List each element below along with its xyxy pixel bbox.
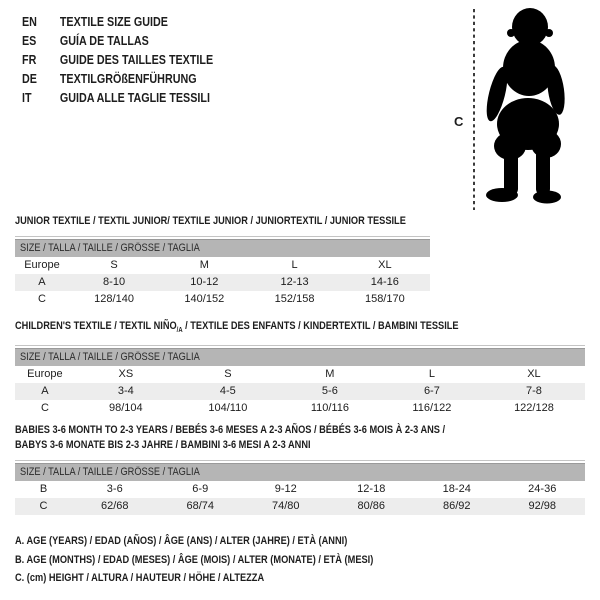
- size-cell: 104/110: [208, 402, 248, 415]
- size-cell: 12-13: [280, 276, 309, 288]
- row-label-cell: B: [39, 483, 48, 495]
- language-label: TEXTILE SIZE GUIDE: [59, 15, 168, 29]
- language-code: IT: [22, 91, 32, 105]
- column-header-cell: L: [291, 259, 298, 271]
- size-cell: 6-7: [423, 385, 440, 398]
- children-section-title-text: [15, 319, 459, 338]
- size-cell: 9-12: [274, 483, 297, 495]
- table-header-bar: [15, 464, 585, 481]
- children-size-table: [15, 348, 585, 417]
- table-row-age-months: [15, 481, 585, 498]
- footnotes: [15, 532, 442, 588]
- size-cell: 6-9: [192, 483, 209, 495]
- size-cell: 3-4: [117, 385, 134, 398]
- language-list: [22, 13, 244, 108]
- language-row-de: [22, 70, 213, 89]
- size-cell: 8-10: [103, 276, 126, 288]
- height-label: C: [454, 114, 464, 129]
- language-row-fr: [22, 51, 213, 70]
- size-cell: 116/122: [412, 402, 452, 415]
- children-section-title: [15, 319, 585, 338]
- size-cell: 140/152: [184, 293, 225, 305]
- size-cell: 4-5: [219, 385, 236, 398]
- divider-line: [15, 236, 430, 237]
- children-title-post: / TEXTILE DES ENFANTS / KINDERTEXTIL / BAMBINI TESSILE: [182, 320, 459, 332]
- divider-line: [15, 345, 585, 346]
- footnote-text: B. AGE (MONTHS) / EDAD (MESES) / ÂGE (MOIS) / ALTER (MONATE) / ETÀ (MESI): [15, 553, 374, 566]
- size-cell: 158/170: [364, 293, 405, 305]
- table-header-cell: [15, 464, 585, 481]
- toddler-silhouette-icon: [482, 8, 567, 204]
- column-header-cell: L: [428, 368, 435, 381]
- footnote-age-months: [15, 551, 442, 570]
- size-cell: 14-16: [370, 276, 399, 288]
- footnote-text: A. AGE (YEARS) / EDAD (AÑOS) / ÂGE (ANS) / ALTER (JAHRE) / ETÀ (ANNI): [15, 535, 348, 547]
- junior-section-title: [15, 214, 430, 229]
- toddler-silhouette-figure: [450, 6, 580, 212]
- size-cell: 68/74: [186, 500, 215, 512]
- language-row-es: [22, 32, 213, 51]
- junior-size-table: [15, 239, 430, 308]
- column-header-cell: XL: [527, 368, 541, 381]
- table-header-text: SIZE / TALLA / TAILLE / GRÖSSE / TAGLIA: [20, 466, 200, 479]
- row-label-cell: Europe: [27, 368, 63, 381]
- table-row-age: [15, 274, 430, 291]
- babies-title-line1: BABIES 3-6 MONTH TO 2-3 YEARS / BEBÉS 3-6 MESES A 2-3 AÑOS / BÉBÉS 3-6 MOIS À 2-3 ANS /: [15, 424, 446, 436]
- row-label-cell: A: [41, 385, 49, 398]
- language-row-it: [22, 89, 213, 108]
- language-code: EN: [22, 15, 37, 29]
- language-label: GUIDE DES TAILLES TEXTILE: [59, 53, 214, 67]
- children-title-sub: /A: [176, 327, 183, 335]
- size-cell: 7-8: [526, 385, 542, 398]
- babies-title-line2: BABYS 3-6 MONATE BIS 2-3 JAHRE / BAMBINI 3-6 MESI A 2-3 ANNI: [15, 439, 311, 451]
- footnote-height: [15, 569, 442, 588]
- column-header-cell: S: [110, 259, 118, 271]
- size-cell: 24-36: [528, 483, 557, 495]
- babies-title-line2-wrap: [15, 438, 585, 453]
- size-cell: 152/158: [274, 293, 315, 305]
- row-label-cell: C: [39, 500, 48, 512]
- footnote-text: C. (cm) HEIGHT / ALTURA / HAUTEUR / HÖHE / ALTEZZA: [15, 572, 265, 584]
- language-label: TEXTILGRÖßENFÜHRUNG: [59, 72, 197, 86]
- divider-line: [15, 460, 585, 461]
- children-title-pre: CHILDREN'S TEXTILE / TEXTIL NIÑO: [15, 320, 177, 332]
- table-row-height: [15, 400, 585, 417]
- row-label-cell: Europe: [24, 259, 60, 271]
- size-cell: 98/104: [109, 402, 143, 415]
- babies-size-table: [15, 463, 585, 515]
- language-code: DE: [22, 72, 37, 86]
- junior-section-title-text: JUNIOR TEXTILE / TEXTIL JUNIOR/ TEXTILE JUNIOR / JUNIORTEXTIL / JUNIOR TESSILE: [15, 215, 406, 227]
- column-header-cell: S: [224, 368, 232, 381]
- size-cell: 122/128: [514, 402, 554, 415]
- babies-section-title: [15, 423, 585, 453]
- table-header-bar: [15, 240, 430, 257]
- junior-section: [15, 214, 430, 308]
- size-cell: 18-24: [442, 483, 471, 495]
- size-cell: 10-12: [190, 276, 219, 288]
- footnote-age-years: [15, 532, 442, 551]
- table-row-height: [15, 498, 585, 515]
- language-code: FR: [22, 53, 37, 67]
- table-header-text: SIZE / TALLA / TAILLE / GRÖSSE / TAGLIA: [20, 242, 200, 255]
- row-label-cell: C: [40, 402, 49, 415]
- language-row-en: [22, 13, 213, 32]
- language-code: ES: [22, 34, 37, 48]
- size-cell: 74/80: [271, 500, 300, 512]
- table-row-height: [15, 291, 430, 308]
- table-row-age: [15, 383, 585, 400]
- column-header-cell: XS: [118, 368, 134, 381]
- column-header-cell: XL: [378, 259, 392, 271]
- babies-title-line1-wrap: [15, 423, 585, 438]
- table-row-europe: [15, 366, 585, 383]
- babies-section: [15, 423, 585, 515]
- size-cell: 80/86: [357, 500, 386, 512]
- table-header-bar: [15, 349, 585, 366]
- size-cell: 86/92: [442, 500, 471, 512]
- size-cell: 12-18: [357, 483, 386, 495]
- size-cell: 3-6: [106, 483, 123, 495]
- table-header-cell: [15, 349, 585, 366]
- size-cell: 110/116: [310, 402, 349, 415]
- children-section: [15, 319, 585, 417]
- size-cell: 5-6: [321, 385, 338, 398]
- column-header-cell: M: [199, 259, 209, 271]
- column-header-cell: M: [325, 368, 335, 381]
- language-label: GUIDA ALLE TAGLIE TESSILI: [59, 91, 210, 105]
- size-cell: 92/98: [528, 500, 557, 512]
- language-label: GUÍA DE TALLAS: [59, 34, 149, 48]
- row-label-cell: A: [38, 276, 46, 288]
- size-cell: 62/68: [100, 500, 129, 512]
- table-row-europe: [15, 257, 430, 274]
- table-header-cell: [15, 240, 430, 257]
- row-label-cell: C: [37, 293, 46, 305]
- table-header-text: SIZE / TALLA / TAILLE / GRÖSSE / TAGLIA: [20, 351, 200, 364]
- size-cell: 128/140: [94, 293, 134, 305]
